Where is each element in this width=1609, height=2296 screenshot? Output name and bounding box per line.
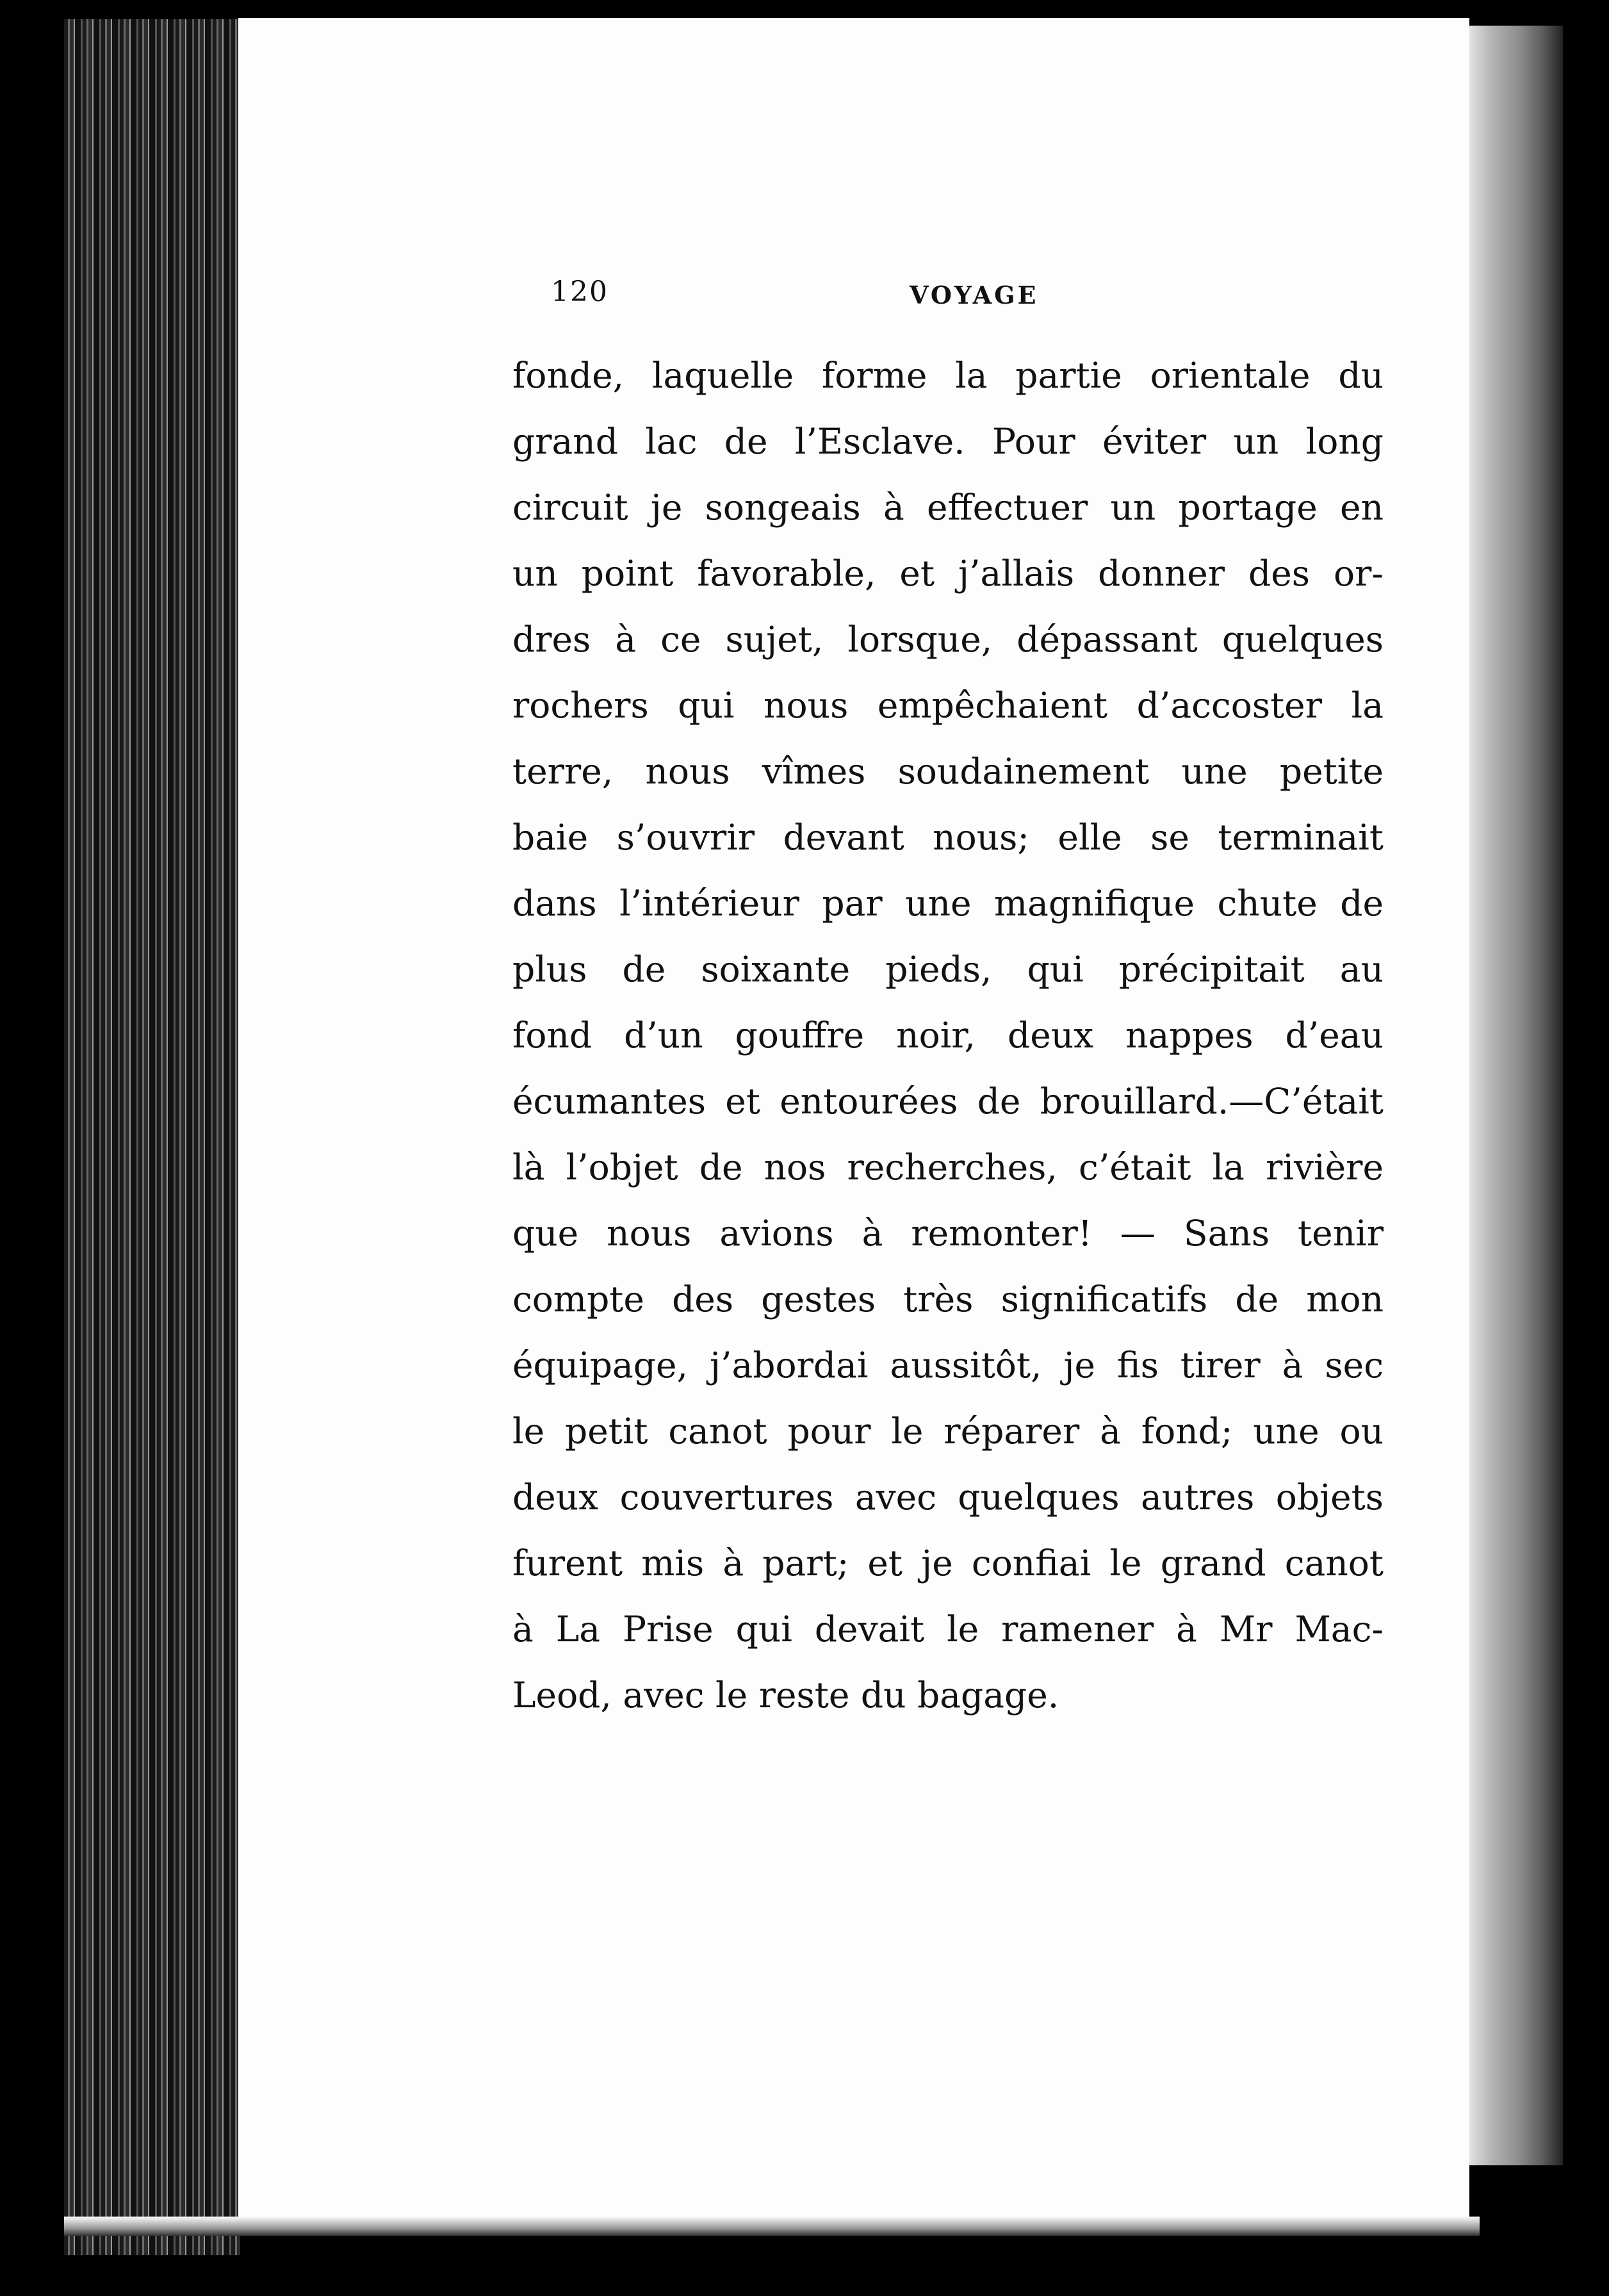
text-line: un point favorable, et j’allais donner des or- (512, 553, 1384, 594)
text-line: furent mis à part; et je confiai le grand canot (512, 1543, 1384, 1584)
text-line: rochers qui nous empêchaient d’accoster la (512, 685, 1384, 726)
text-line: terre, nous vîmes soudainement une petite (512, 751, 1384, 792)
text-line: compte des gestes très significatifs de mon (512, 1279, 1384, 1320)
text-line: écumantes et entourées de brouillard.—C’était (512, 1081, 1384, 1122)
body-text (512, 343, 1384, 1728)
book-edge-left (64, 19, 240, 2255)
text-line: baie s’ouvrir devant nous; elle se terminait (512, 817, 1384, 858)
text-line: circuit je songeais à effectuer un portage en (512, 487, 1384, 528)
text-line: fond d’un gouffre noir, deux nappes d’eau (512, 1015, 1384, 1056)
text-line: le petit canot pour le réparer à fond; une ou (512, 1411, 1384, 1452)
text-line: deux couvertures avec quelques autres objets (512, 1477, 1384, 1518)
text-line: plus de soixante pieds, qui précipitait au (512, 949, 1384, 990)
text-line: Leod, avec le reste du bagage. (512, 1675, 1059, 1716)
text-line: que nous avions à remonter! — Sans tenir (512, 1213, 1384, 1254)
text-line: dres à ce sujet, lorsque, dépassant quelques (512, 619, 1384, 660)
page-header (551, 275, 1191, 320)
text-line: là l’objet de nos recherches, c’était la rivière (512, 1147, 1384, 1188)
text-line: grand lac de l’Esclave. Pour éviter un long (512, 421, 1384, 462)
text-line: à La Prise qui devait le ramener à Mr Mac- (512, 1609, 1384, 1650)
text-line: dans l’intérieur par une magnifique chute de (512, 883, 1384, 924)
text-line: équipage, j’abordai aussitôt, je fis tirer à sec (512, 1345, 1384, 1386)
page-number: 120 (551, 275, 608, 308)
text-line: fonde, laquelle forme la partie orientale du (512, 355, 1384, 396)
book-edge-right (1467, 26, 1563, 2165)
running-head: VOYAGE (910, 281, 1039, 309)
book-edge-bottom (64, 2217, 1480, 2236)
